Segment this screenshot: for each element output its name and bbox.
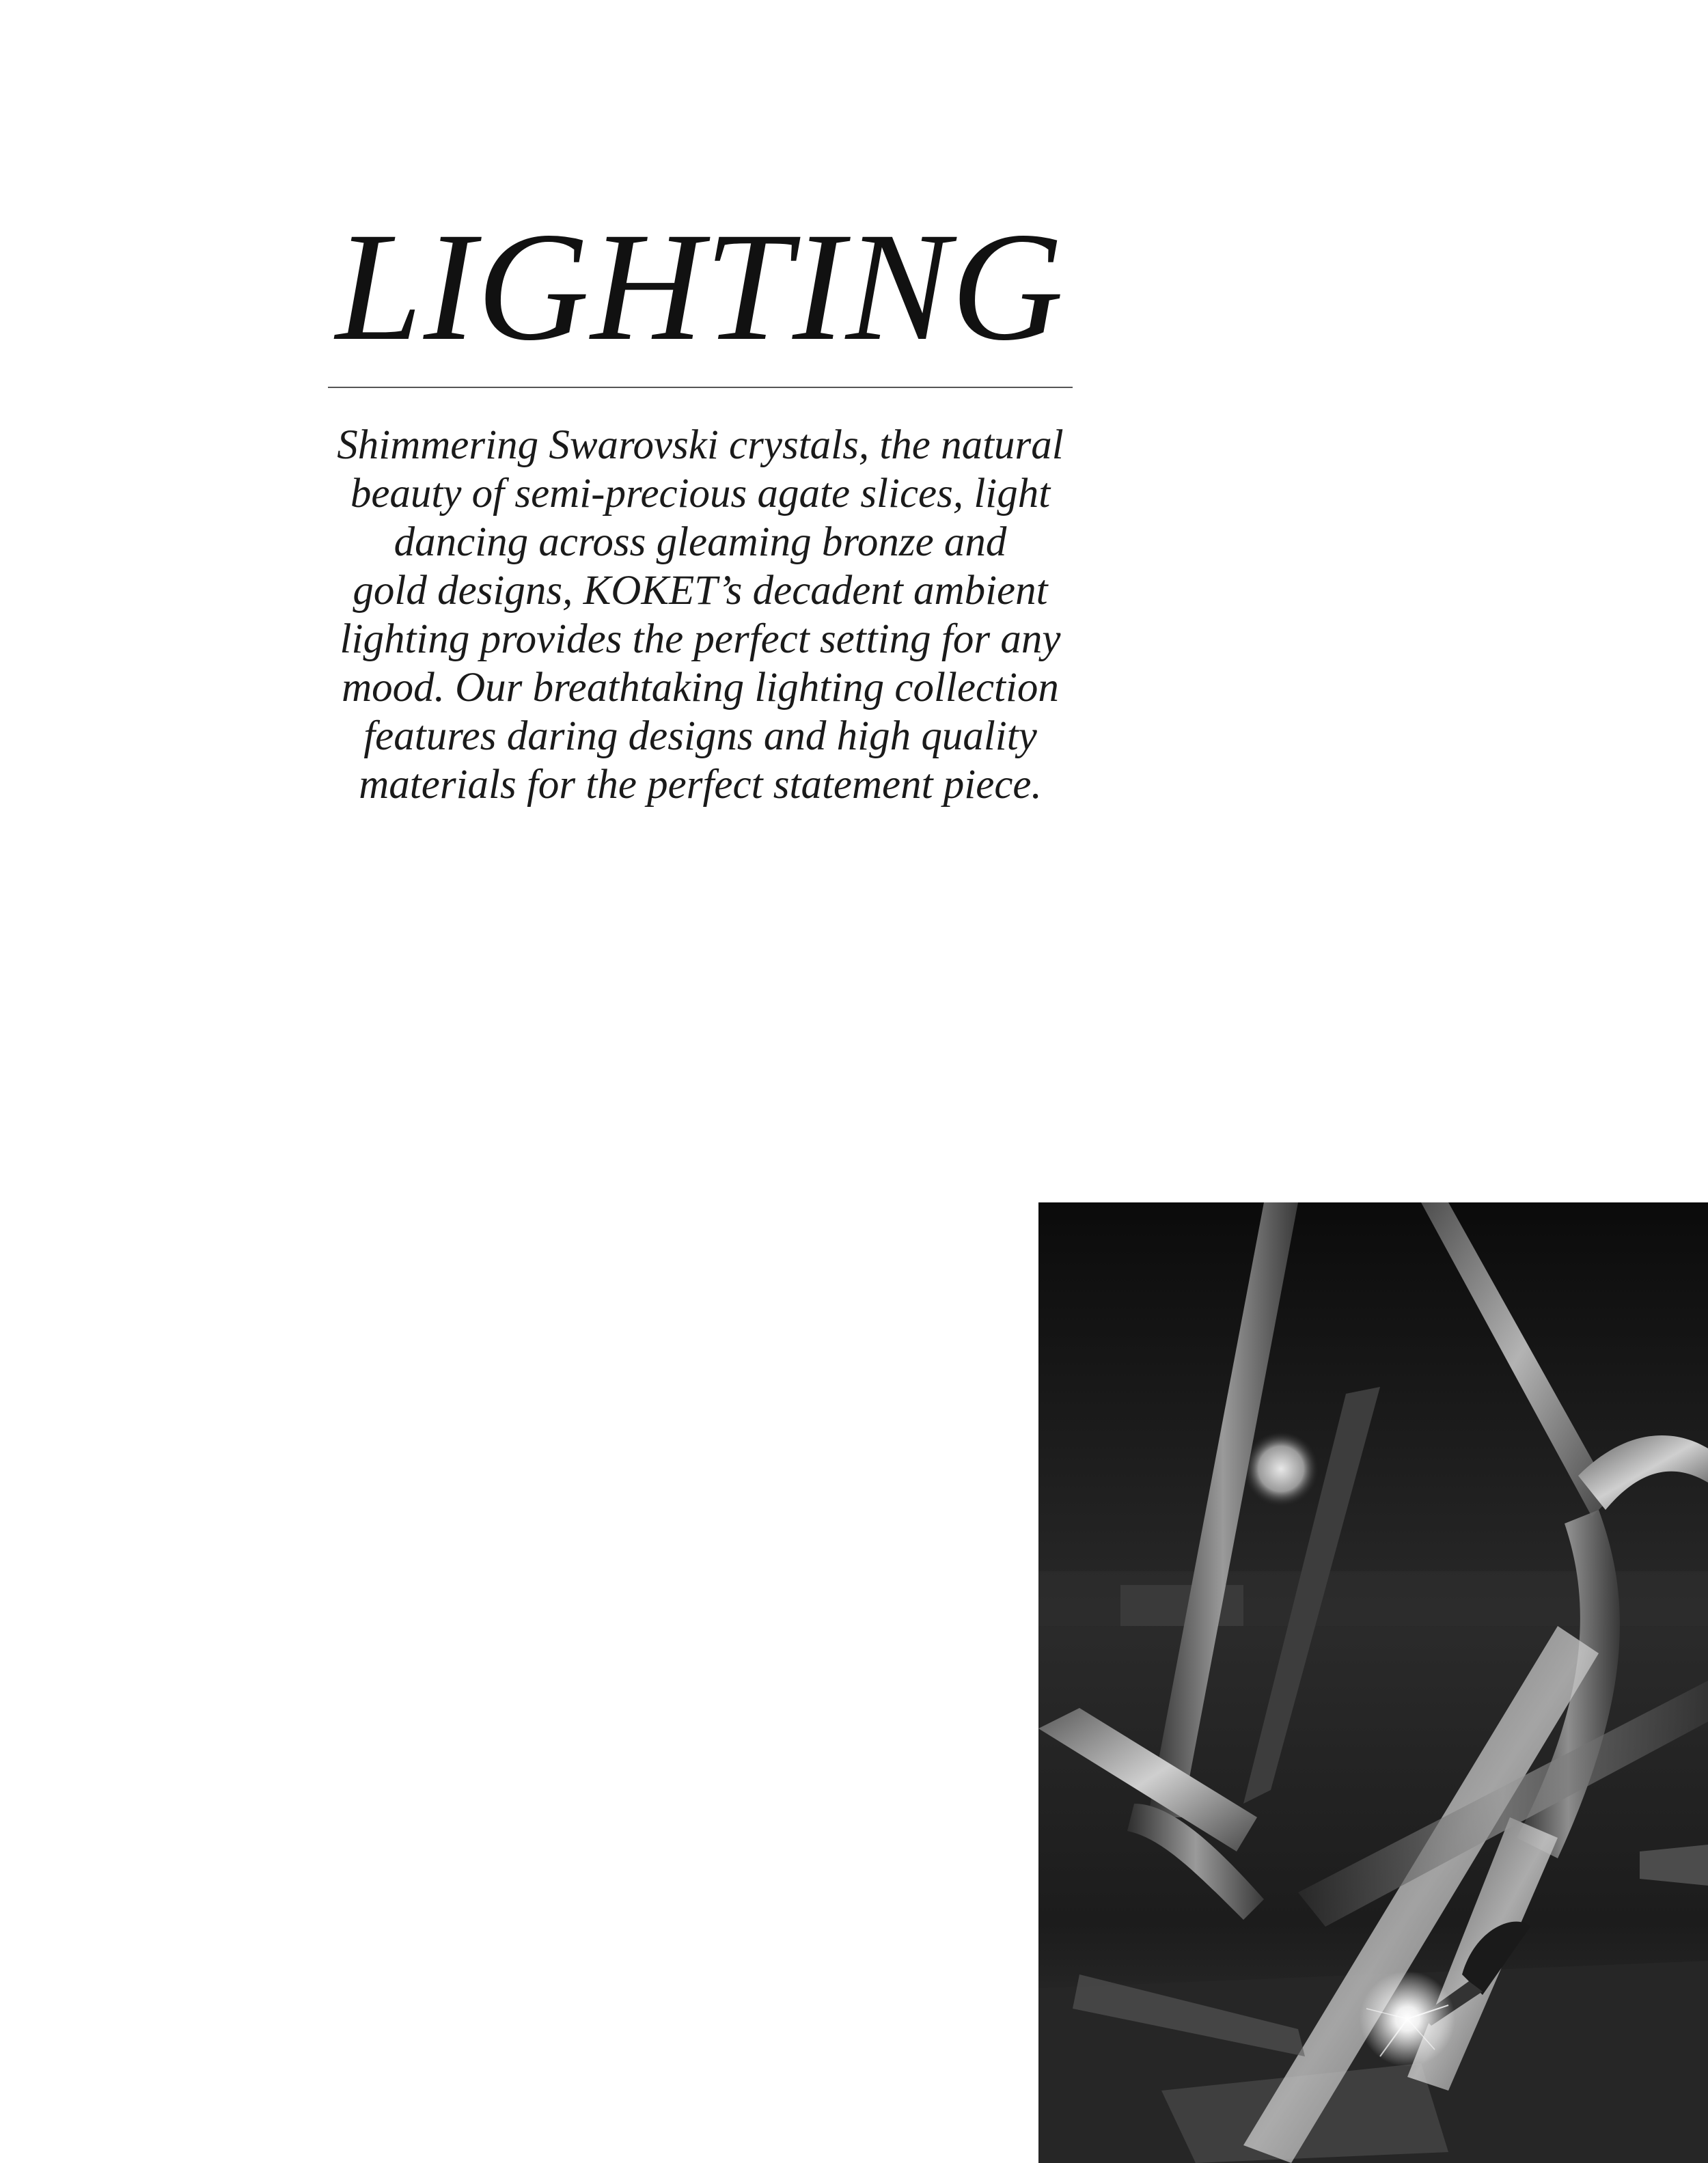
title-divider — [328, 387, 1073, 388]
welding-photo — [1038, 1202, 1708, 2163]
page-title: LIGHTING — [335, 201, 1065, 373]
intro-paragraph — [328, 421, 1073, 809]
intro-section — [328, 201, 1073, 809]
paragraph-line: lighting provides the perfect setting for any — [340, 616, 1061, 662]
paragraph-line: Shimmering Swarovski crystals, the natural — [337, 422, 1064, 468]
paragraph-line: gold designs, KOKET’s decadent ambient — [353, 568, 1048, 614]
paragraph-line: materials for the perfect statement piece. — [359, 762, 1042, 808]
welding-photo-illustration — [1038, 1202, 1708, 2163]
paragraph-line: features daring designs and high quality — [363, 713, 1037, 759]
paragraph-line: dancing across gleaming bronze and — [394, 519, 1007, 565]
paragraph-line: beauty of semi-precious agate slices, light — [350, 471, 1051, 516]
paragraph-line: mood. Our breathtaking lighting collection — [342, 665, 1059, 711]
